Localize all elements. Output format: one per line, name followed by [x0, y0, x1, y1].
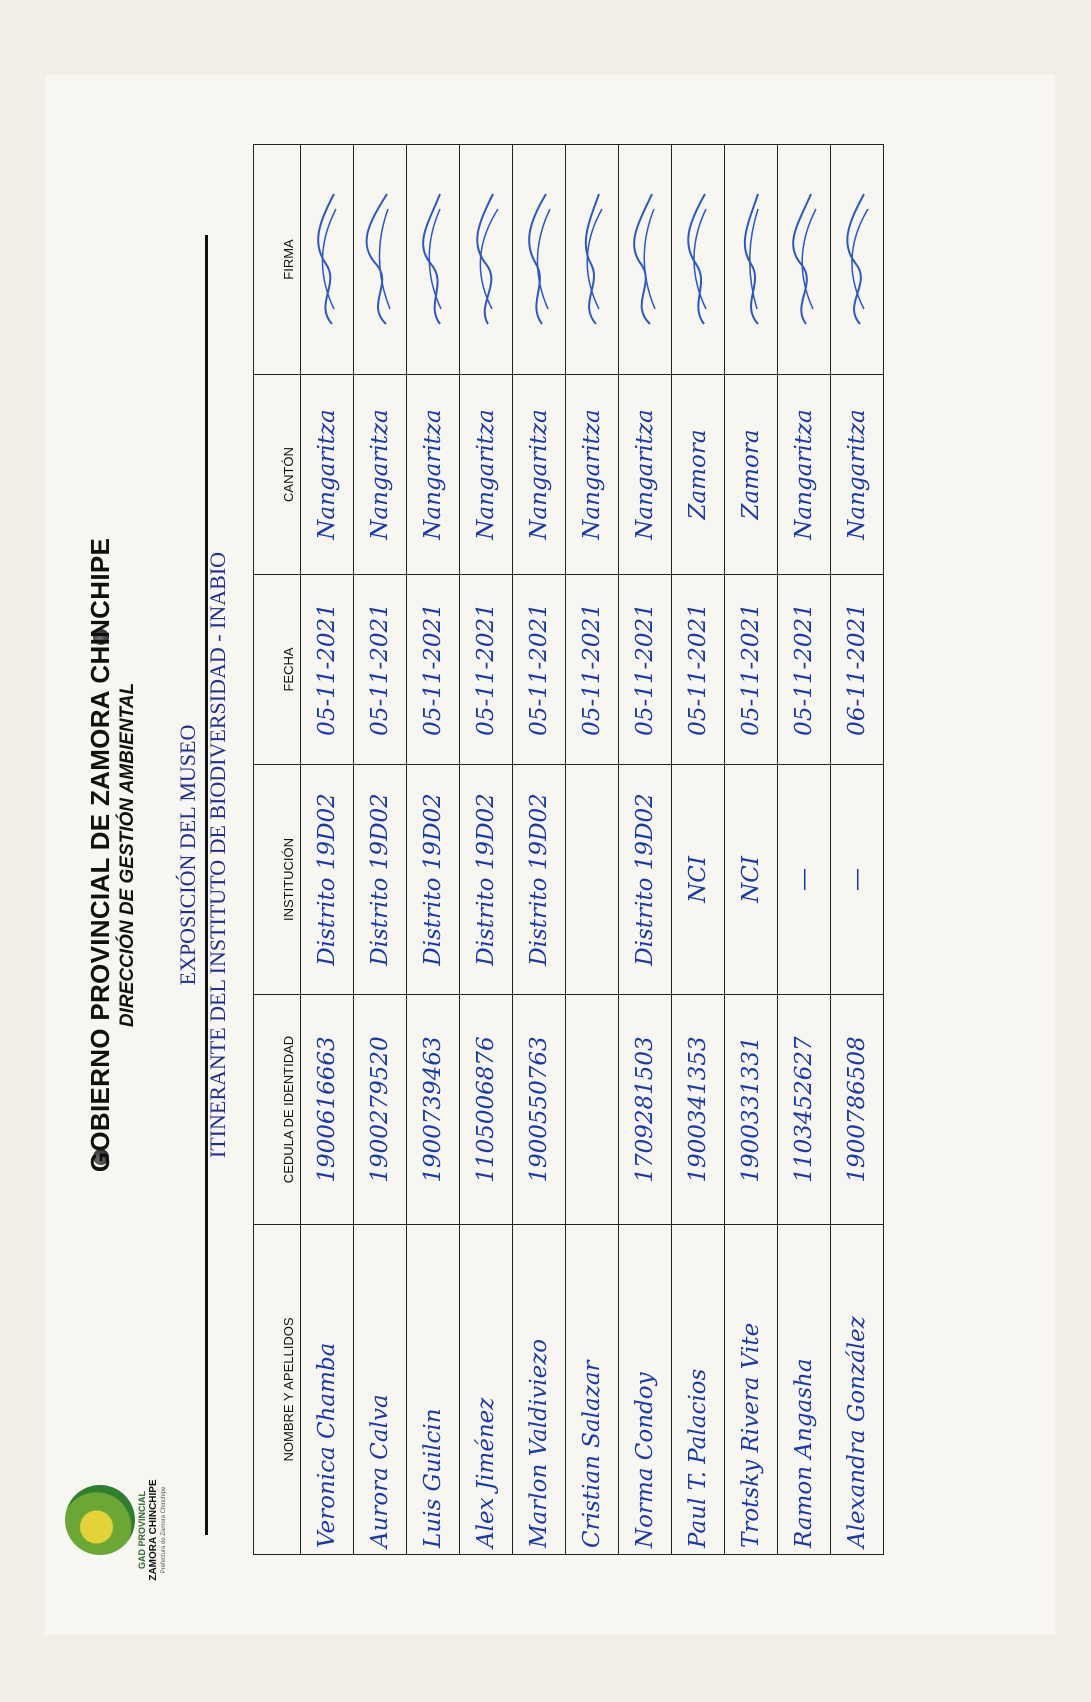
name-cell: Norma Condoy: [619, 1225, 672, 1555]
fecha-cell: 05-11-2021: [566, 575, 619, 765]
signature-cell: [831, 145, 884, 375]
event-title-line-2: ITINERANTE DEL INSTITUTO DE BIODIVERSIDAD - INABIO: [205, 551, 230, 1159]
fecha-cell: 05-11-2021: [672, 575, 725, 765]
fecha-cell: 05-11-2021: [513, 575, 566, 765]
column-header-cedula: CEDULA DE IDENTIDAD: [254, 995, 301, 1225]
handwritten-signature: [837, 185, 877, 335]
handwritten-signature: [413, 185, 453, 335]
table-row: [513, 145, 566, 1555]
institucion-cell: NCI: [725, 765, 778, 995]
canton-cell: Nangaritza: [566, 375, 619, 575]
institucion-cell: Distrito 19D02: [619, 765, 672, 995]
table-row: [566, 145, 619, 1555]
signature-cell: [513, 145, 566, 375]
cedula-cell: 1900341353: [672, 995, 725, 1225]
handwritten-signature: [519, 185, 559, 335]
table-row: [301, 145, 354, 1555]
handwritten-signature: [572, 185, 612, 335]
cedula-cell: 1709281503: [619, 995, 672, 1225]
handwritten-signature: [784, 185, 824, 335]
name-cell: Veronica Chamba: [301, 1225, 354, 1555]
institucion-cell: —: [831, 765, 884, 995]
canton-cell: Nangaritza: [513, 375, 566, 575]
fecha-cell: 05-11-2021: [301, 575, 354, 765]
canton-cell: Nangaritza: [354, 375, 407, 575]
name-cell: Trotsky Rivera Vite: [725, 1225, 778, 1555]
signature-cell: [725, 145, 778, 375]
handwritten-signature: [360, 185, 400, 335]
canton-cell: Zamora: [672, 375, 725, 575]
signature-cell: [301, 145, 354, 375]
handwritten-signature: [307, 185, 347, 335]
logo-line-3: Prefectura de Zamora Chinchipe: [161, 1486, 167, 1574]
institucion-cell: Distrito 19D02: [354, 765, 407, 995]
signature-cell: [566, 145, 619, 375]
signature-cell: [778, 145, 831, 375]
canton-cell: Nangaritza: [619, 375, 672, 575]
canton-cell: Nangaritza: [778, 375, 831, 575]
table-row: [354, 145, 407, 1555]
table-row: [407, 145, 460, 1555]
column-header-firma: FIRMA: [254, 145, 301, 375]
canton-cell: Nangaritza: [301, 375, 354, 575]
fecha-cell: 05-11-2021: [407, 575, 460, 765]
name-cell: Cristian Salazar: [566, 1225, 619, 1555]
column-header-name: NOMBRE Y APELLIDOS: [254, 1225, 301, 1555]
signature-cell: [407, 145, 460, 375]
fecha-cell: 05-11-2021: [354, 575, 407, 765]
organization-title: GOBIERNO PROVINCIAL DE ZAMORA CHINCHIPE: [85, 537, 115, 1173]
table-row: [831, 145, 884, 1555]
logo-line-2: ZAMORA CHINCHIPE: [148, 1479, 159, 1581]
canton-cell: Nangaritza: [831, 375, 884, 575]
department-title: DIRECCIÓN DE GESTIÓN AMBIENTAL: [117, 682, 138, 1028]
signature-cell: [354, 145, 407, 375]
handwritten-signature: [466, 185, 506, 335]
table-row: [778, 145, 831, 1555]
event-title-line-1: EXPOSICIÓN DEL MUSEO: [175, 724, 200, 986]
canton-cell: Nangaritza: [460, 375, 513, 575]
fecha-cell: 05-11-2021: [460, 575, 513, 765]
institucion-cell: Distrito 19D02: [460, 765, 513, 995]
fecha-cell: 06-11-2021: [831, 575, 884, 765]
cedula-cell: 1900279520: [354, 995, 407, 1225]
attendance-sheet: [45, 75, 1055, 1635]
cedula-cell: 1900550763: [513, 995, 566, 1225]
table-row: [725, 145, 778, 1555]
cedula-cell: 1103452627: [778, 995, 831, 1225]
name-cell: Marlon Valdiviezo: [513, 1225, 566, 1555]
table-row: [460, 145, 513, 1555]
cedula-cell: [566, 995, 619, 1225]
signature-cell: [619, 145, 672, 375]
institucion-cell: —: [778, 765, 831, 995]
fecha-cell: 05-11-2021: [778, 575, 831, 765]
signature-cell: [460, 145, 513, 375]
column-header-canton: CANTÓN: [254, 375, 301, 575]
table-row: [672, 145, 725, 1555]
institucion-cell: Distrito 19D02: [301, 765, 354, 995]
institucion-cell: Distrito 19D02: [407, 765, 460, 995]
cedula-cell: 1900786508: [831, 995, 884, 1225]
name-cell: Alex Jiménez: [460, 1225, 513, 1555]
canton-cell: Zamora: [725, 375, 778, 575]
name-cell: Alexandra González: [831, 1225, 884, 1555]
institucion-cell: [566, 765, 619, 995]
signature-cell: [672, 145, 725, 375]
cedula-cell: 1105006876: [460, 995, 513, 1225]
fecha-cell: 05-11-2021: [725, 575, 778, 765]
table-row: [619, 145, 672, 1555]
column-header-institucion: INSTITUCIÓN: [254, 765, 301, 995]
handwritten-signature: [731, 185, 771, 335]
institucion-cell: Distrito 19D02: [513, 765, 566, 995]
name-cell: Aurora Calva: [354, 1225, 407, 1555]
name-cell: Paul T. Palacios: [672, 1225, 725, 1555]
cedula-cell: 1900739463: [407, 995, 460, 1225]
institucion-cell: NCI: [672, 765, 725, 995]
logo-line-1: GAD PROVINCIAL: [137, 1491, 147, 1570]
fecha-cell: 05-11-2021: [619, 575, 672, 765]
handwritten-signature: [678, 185, 718, 335]
name-cell: Ramon Angasha: [778, 1225, 831, 1555]
table-header-row: [254, 145, 301, 1555]
handwritten-signature: [625, 185, 665, 335]
attendance-table: [253, 144, 884, 1555]
canton-cell: Nangaritza: [407, 375, 460, 575]
cedula-cell: 1900331331: [725, 995, 778, 1225]
cedula-cell: 1900616663: [301, 995, 354, 1225]
name-cell: Luis Guilcin: [407, 1225, 460, 1555]
column-header-fecha: FECHA: [254, 575, 301, 765]
